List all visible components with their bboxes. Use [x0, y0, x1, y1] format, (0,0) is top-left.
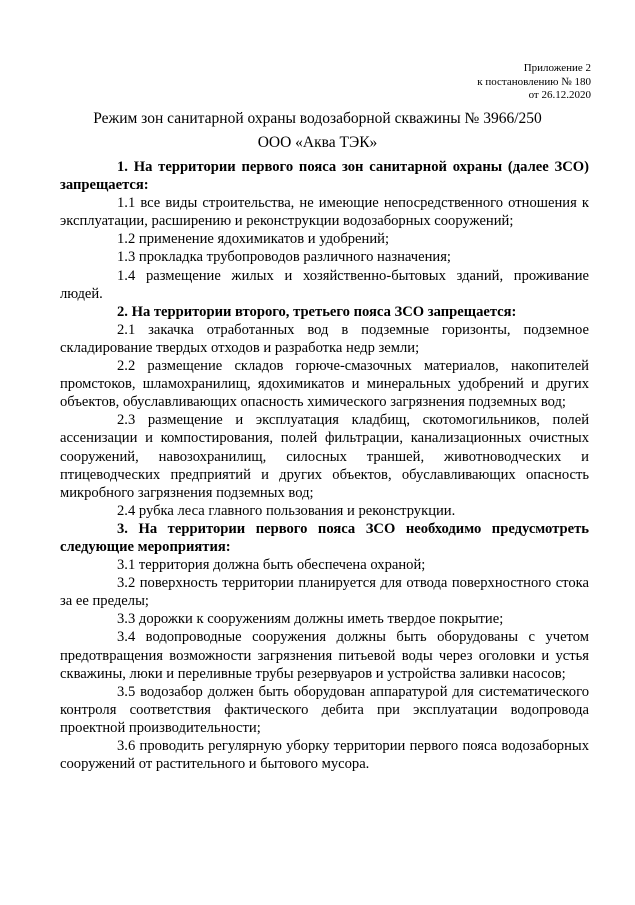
clause-3-5: 3.5 водозабор должен быть оборудован аппаратурой для систематического контроля соответствия фактического дебита при эксплуатации водопровода проектной производительности; [60, 683, 589, 736]
appendix-number: Приложение 2 [523, 62, 591, 74]
clause-2-4: 2.4 рубка леса главного пользования и реконструкции. [117, 502, 456, 519]
clause-3-6: 3.6 проводить регулярную уборку территории первого пояса водозаборных сооружений от растительного и бытового мусора. [60, 738, 589, 773]
section-heading-3: 3. На территории первого пояса ЗСО необходимо предусмотреть следующие мероприятия: [60, 520, 589, 555]
clause-2-3: 2.3 размещение и эксплуатация кладбищ, скотомогильников, полей ассенизации и компостирования, полей фильтрации, канализационных очистных сооружений, навозохранилищ, силосных траншей, животноводческих и птицеводческих предприятий и других объектов, обуславливающих опасность микробного загрязнения подземных вод; [60, 412, 589, 501]
clause-3-2: 3.2 поверхность территории планируется для отвода поверхностного стока за ее пределы; [60, 575, 589, 610]
appendix-date: от 26.12.2020 [528, 89, 591, 101]
clause-3-3: 3.3 дорожки к сооружениям должны иметь твердое покрытие; [117, 611, 504, 628]
section-heading-1: 1. На территории первого пояса зон санитарной охраны (далее ЗСО) запрещается: [60, 159, 589, 194]
appendix-resolution: к постановлению № 180 [477, 75, 591, 88]
clause-1-3: 1.3 прокладка трубопроводов различного назначения; [117, 249, 451, 266]
clause-1-4: 1.4 размещение жилых и хозяйственно-бытовых зданий, проживание людей. [60, 267, 589, 302]
clause-1-1: 1.1 все виды строительства, не имеющие непосредственного отношения к эксплуатации, расширению и реконструкции водозаборных сооружений; [60, 195, 589, 230]
document-title: Режим зон санитарной охраны водозаборной скважины № 3966/250 [93, 110, 542, 127]
clause-3-1: 3.1 территория должна быть обеспечена охраной; [117, 557, 426, 574]
clause-2-2: 2.2 размещение складов горюче-смазочных материалов, накопителей промстоков, шламохранилищ, ядохимикатов и минеральных удобрений и других объектов, обуславливающих опасность химического загрязнения подземных вод; [60, 358, 589, 411]
clause-2-1: 2.1 закачка отработанных вод в подземные горизонты, подземное складирование твердых отходов и разработка недр земли; [60, 321, 589, 356]
clause-3-4: 3.4 водопроводные сооружения должны быть оборудованы с учетом предотвращения возможности загрязнения питьевой воды через оголовки и устья скважины, люки и переливные трубы резервуаров и устройства заливки насосов; [60, 629, 589, 682]
organization-name: ООО «Аква ТЭК» [257, 134, 378, 151]
section-heading-2: 2. На территории второго, третьего пояса ЗСО запрещается: [117, 303, 517, 320]
clause-1-2: 1.2 применение ядохимикатов и удобрений; [117, 231, 390, 248]
appendix-reference [477, 62, 591, 103]
document-body [60, 158, 589, 773]
